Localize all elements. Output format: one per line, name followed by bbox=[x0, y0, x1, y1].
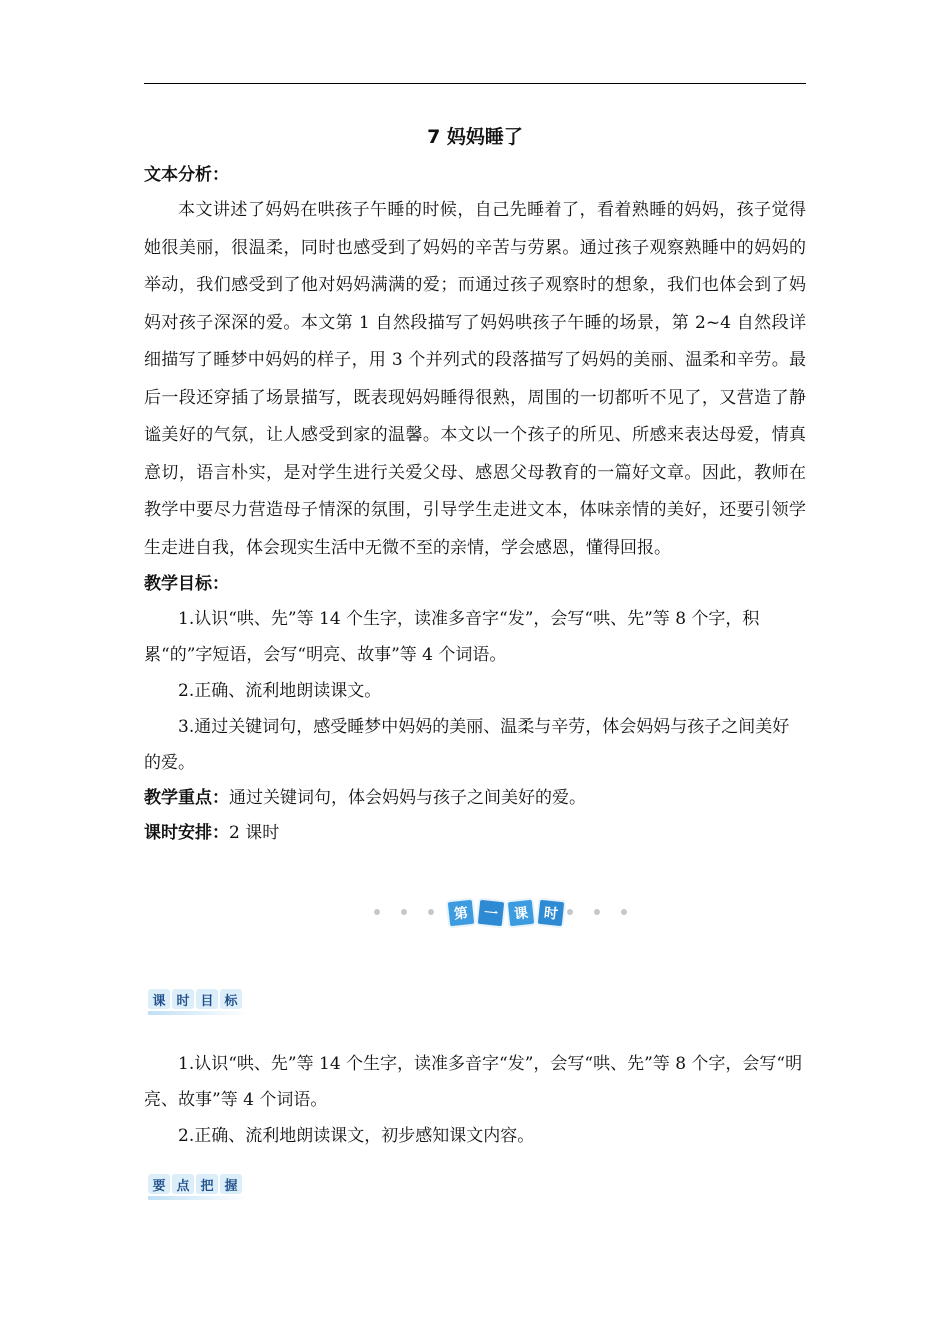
analysis-paragraph: 本文讲述了妈妈在哄孩子午睡的时候，自己先睡着了，看着熟睡的妈妈，孩子觉得她很美丽，很温柔，同时也感受到了妈妈的辛苦与劳累。通过孩子观察熟睡中的妈妈的举动，我们感受到了他对妈妈满满的爱；而通过孩子观察时的想象，我们也体会到了妈妈对孩子深深的爱。本文第 1 自然段描写了妈妈哄孩子午睡的场景，第 2~4 自然段详细描写了睡梦中妈妈的样子，用 3 个并列式的段落描写了妈妈的美丽、温柔和辛劳。最后一段还穿插了场景描写，既表现妈妈睡得很熟，周围的一切都听不见了，又营造了静谧美好的气氛，让人感受到家的温馨。本文以一个孩子的所见、所感来表达母爱，情真意切，语言朴实，是对学生进行关爱父母、感恩父母教育的一篇好文章。因此，教师在教学中要尽力营造母子情深的氛围，引导学生走进文本，体味亲情的美好，还要引领学生走进自我，体会现实生活中无微不至的亲情，学会感恩，懂得回报。 bbox=[144, 200, 806, 558]
goals-heading: 教学目标： bbox=[144, 574, 229, 594]
tag-char: 标 bbox=[220, 989, 242, 1009]
lesson-goal-item-2: 2.正确、流利地朗读课文，初步感知课文内容。 bbox=[178, 1126, 535, 1146]
tag-char: 课 bbox=[148, 989, 170, 1009]
schedule-label: 课时安排： bbox=[144, 823, 229, 843]
badge-char: 第 bbox=[446, 898, 477, 929]
tag-char: 握 bbox=[220, 1174, 242, 1194]
badge-char: 时 bbox=[536, 898, 567, 929]
tag-char: 点 bbox=[172, 1174, 194, 1194]
tag-char: 把 bbox=[196, 1174, 218, 1194]
divider-dot bbox=[567, 909, 573, 915]
key-points-tag bbox=[148, 1171, 242, 1197]
header-rule bbox=[144, 83, 806, 84]
divider-dot bbox=[594, 909, 600, 915]
badge-char: 课 bbox=[506, 898, 537, 929]
divider-dot bbox=[401, 909, 407, 915]
key-point-text: 通过关键词句，体会妈妈与孩子之间美好的爱。 bbox=[229, 788, 586, 808]
lesson-one-badge bbox=[447, 899, 565, 927]
schedule-line bbox=[144, 816, 806, 851]
badge-char: 一 bbox=[476, 898, 507, 929]
key-point-line bbox=[144, 781, 806, 816]
divider-dot bbox=[374, 909, 380, 915]
lesson-title: 7 妈妈睡了 bbox=[427, 126, 523, 148]
goal-item-3: 3.通过关键词句，感受睡梦中妈妈的美丽、温柔与辛劳，体会妈妈与孩子之间美好的爱。 bbox=[144, 717, 790, 773]
lesson-goal-item-1: 1.认识“哄、先”等 14 个生字，读准多音字“发”，会写“哄、先”等 8 个字，会写“明亮、故事”等 4 个词语。 bbox=[144, 1054, 803, 1110]
lesson-goals-tag bbox=[148, 986, 242, 1012]
tag-char: 时 bbox=[172, 989, 194, 1009]
analysis-heading: 文本分析： bbox=[144, 165, 229, 185]
divider-dot bbox=[428, 909, 434, 915]
key-point-label: 教学重点： bbox=[144, 788, 229, 808]
goal-item-1: 1.认识“哄、先”等 14 个生字，读准多音字“发”，会写“哄、先”等 8 个字，积累“的”字短语，会写“明亮、故事”等 4 个词语。 bbox=[144, 609, 760, 665]
tag-char: 目 bbox=[196, 989, 218, 1009]
tag-char: 要 bbox=[148, 1174, 170, 1194]
divider-dot bbox=[621, 909, 627, 915]
goal-item-2: 2.正确、流利地朗读课文。 bbox=[178, 681, 382, 701]
lesson-goals-list bbox=[144, 1046, 806, 1154]
schedule-text: 2 课时 bbox=[229, 823, 280, 843]
document-body bbox=[144, 158, 806, 851]
